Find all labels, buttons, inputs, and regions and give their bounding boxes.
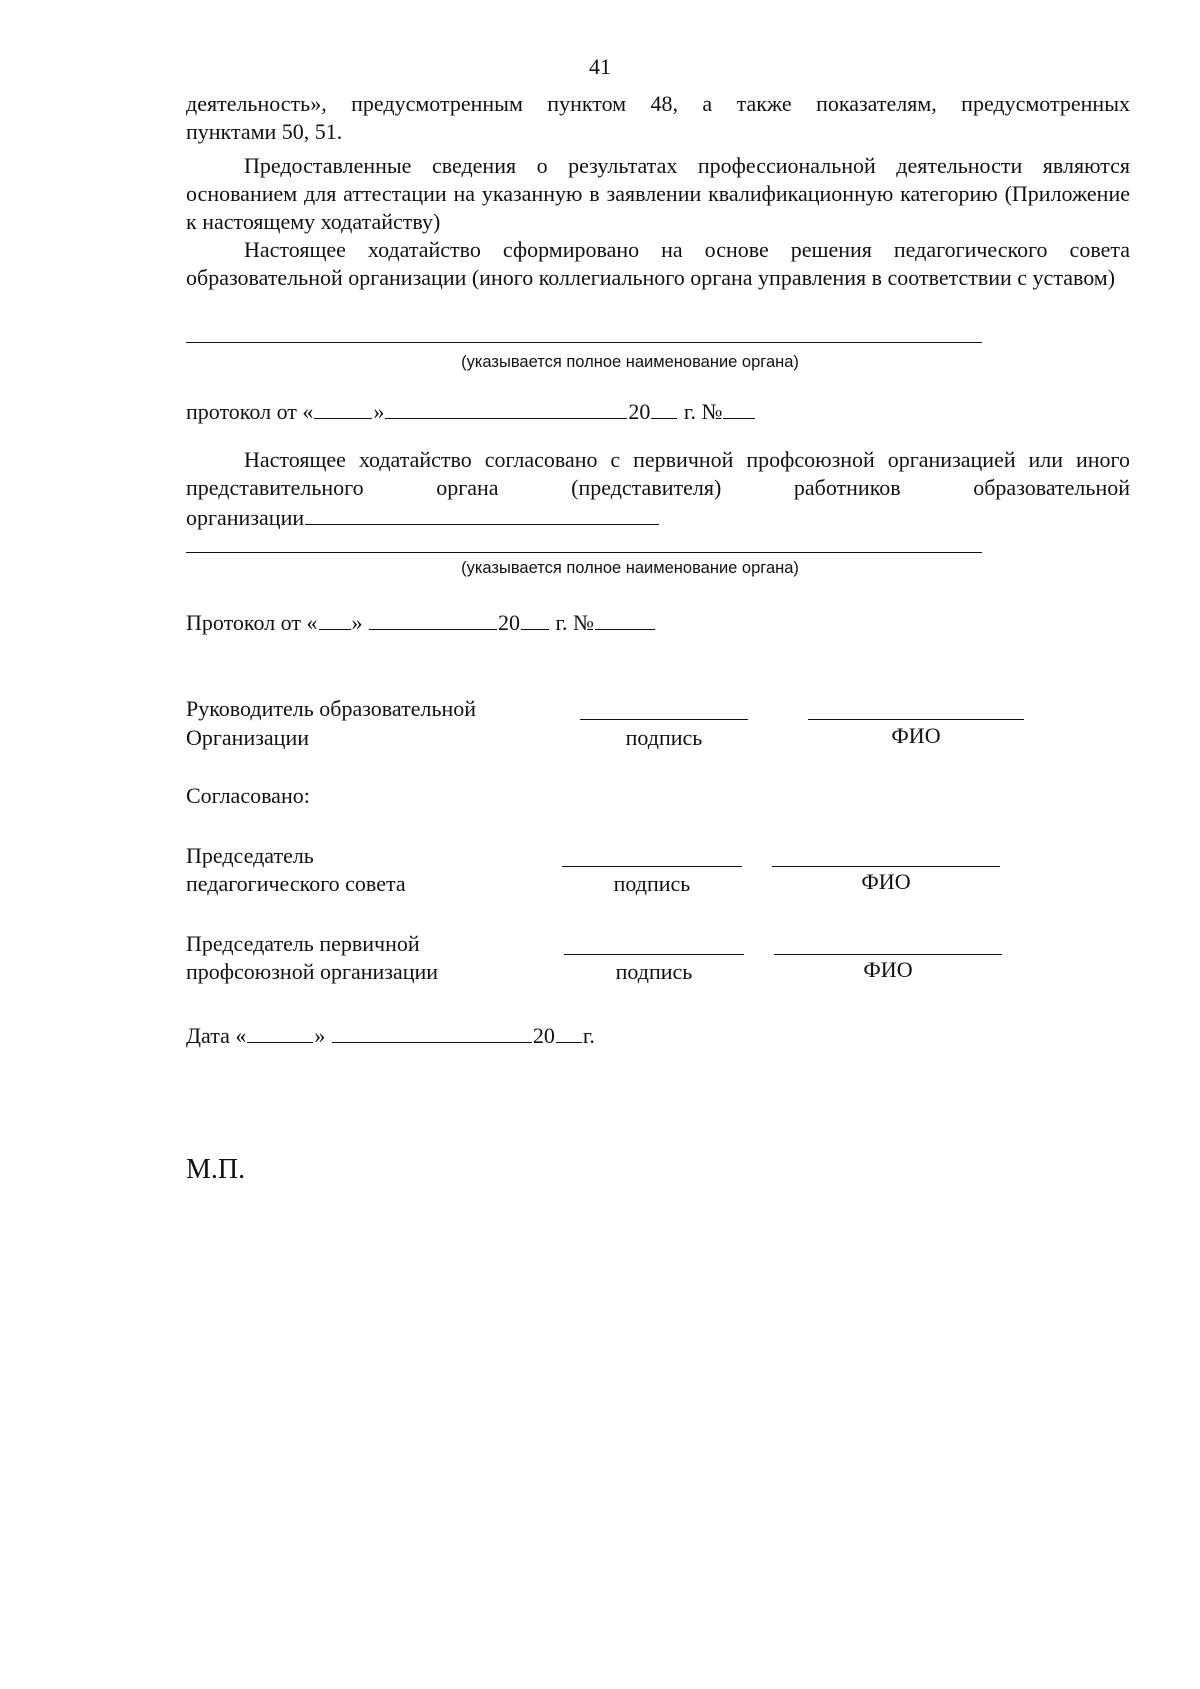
organ-name-line-2 bbox=[186, 552, 982, 553]
protocol-1-suffix: г. № bbox=[683, 399, 723, 424]
protocol-2-day-blank bbox=[319, 607, 351, 630]
chair-ped-title-line-2: педагогического совета bbox=[186, 871, 406, 896]
protocol-2-number-blank bbox=[595, 607, 655, 630]
head-title-line-1: Руководитель образовательной bbox=[186, 696, 477, 721]
paragraph-4: Настоящее ходатайство согласовано с первичной профсоюзной организацией или иного представительного органа (представителя) работников образовательной bbox=[186, 447, 1130, 500]
chair-union-title-line-2: профсоюзной организации bbox=[186, 959, 439, 984]
paragraph-1 bbox=[186, 90, 1130, 146]
protocol-2-year-blank bbox=[521, 607, 549, 630]
protocol-1-prefix: протокол от « bbox=[186, 399, 314, 424]
date-suffix: г. bbox=[582, 1023, 595, 1048]
protocol-1-close-quote: » bbox=[373, 399, 385, 424]
protocol-1-day-blank bbox=[314, 396, 372, 419]
paragraph-1-line-2: пунктами 50, 51. bbox=[186, 119, 343, 144]
head-fio-label: ФИО bbox=[891, 723, 941, 748]
date-month-blank bbox=[332, 1020, 532, 1043]
date-line bbox=[186, 1020, 595, 1050]
chair-ped-signature-label: подпись bbox=[613, 871, 691, 896]
protocol-1-number-blank bbox=[723, 396, 755, 419]
protocol-2-close-quote: » bbox=[351, 610, 363, 635]
date-year: 20 bbox=[532, 1023, 555, 1048]
date-year-blank bbox=[556, 1020, 582, 1043]
chair-union-fio-line bbox=[774, 954, 1002, 955]
organ-name-caption-2: (указывается полное наименование органа) bbox=[461, 559, 799, 577]
organ-name-caption-1: (указывается полное наименование органа) bbox=[461, 353, 799, 371]
chair-ped-title-line-1: Председатель bbox=[186, 843, 314, 868]
chair-ped-signature-line bbox=[562, 866, 742, 867]
head-signature-line bbox=[580, 719, 748, 720]
date-day-blank bbox=[247, 1020, 313, 1043]
chair-union-signature-line bbox=[564, 954, 744, 955]
paragraph-4-last-line bbox=[186, 502, 660, 532]
head-signature-label: подпись bbox=[625, 725, 703, 750]
protocol-line-2 bbox=[186, 607, 656, 637]
agreed-label: Согласовано: bbox=[186, 783, 310, 808]
date-prefix: Дата « bbox=[186, 1023, 247, 1048]
chair-ped-fio-line bbox=[772, 866, 1000, 867]
chair-ped-fio-label: ФИО bbox=[861, 869, 911, 894]
page-number: 41 bbox=[589, 54, 611, 79]
stamp-place-label: М.П. bbox=[186, 1154, 246, 1185]
paragraph-2: Предоставленные сведения о результатах профессиональной деятельности являются основанием для аттестации на указанную в заявлении квалификационную категорию (Приложение к настоящему ходатайству) bbox=[186, 153, 1130, 234]
protocol-2-year: 20 bbox=[498, 610, 521, 635]
chair-union-fio-label: ФИО bbox=[863, 957, 913, 982]
date-close-quote: » bbox=[314, 1023, 326, 1048]
protocol-2-suffix: г. № bbox=[555, 610, 595, 635]
chair-union-signature-label: подпись bbox=[615, 959, 693, 984]
head-title-line-2: Организации bbox=[186, 725, 309, 750]
paragraph-4-last-word: организации bbox=[186, 505, 305, 530]
paragraph-3: Настоящее ходатайство сформировано на основе решения педагогического совета образовательной организации (иного коллегиального органа управления в соответствии с уставом) bbox=[186, 237, 1130, 290]
protocol-1-year-blank bbox=[651, 396, 677, 419]
protocol-2-prefix: Протокол от « bbox=[186, 610, 318, 635]
protocol-1-year: 20 bbox=[628, 399, 651, 424]
protocol-2-month-blank bbox=[369, 607, 497, 630]
organization-blank bbox=[305, 502, 659, 525]
paragraph-1-line-1: деятельность», предусмотренным пунктом 48, а также показателям, предусмотренных bbox=[186, 91, 1130, 116]
protocol-line-1 bbox=[186, 396, 756, 426]
organ-name-line-1 bbox=[186, 342, 982, 343]
chair-union-title-line-1: Председатель первичной bbox=[186, 931, 420, 956]
head-fio-line bbox=[808, 719, 1024, 720]
protocol-1-month-blank bbox=[385, 396, 627, 419]
